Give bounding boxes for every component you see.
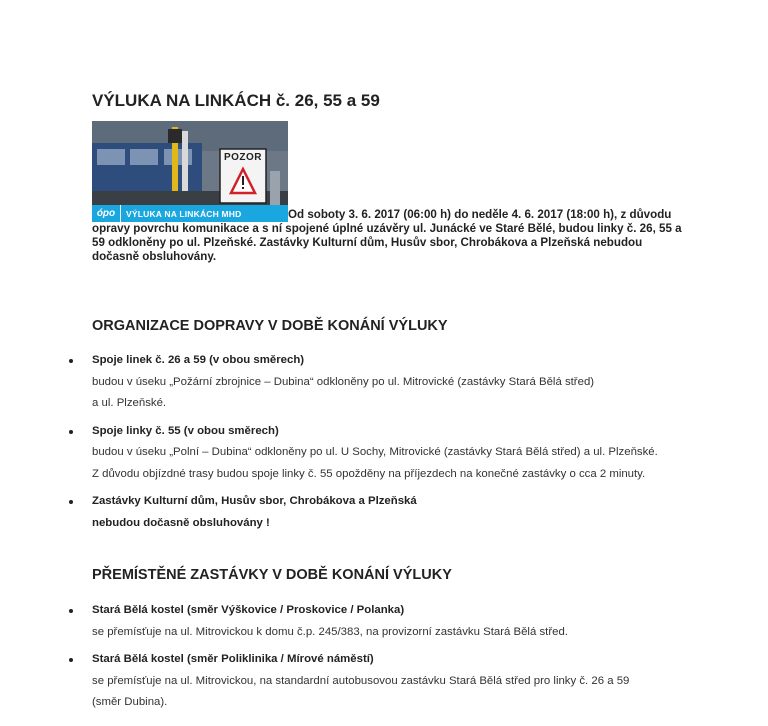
item-heading: Spoje linky č. 55 (v obou směrech) xyxy=(92,424,279,437)
page-title: VÝLUKA NA LINKÁCH č. 26, 55 a 59 xyxy=(92,91,380,110)
dpo-logo: ópo xyxy=(92,205,121,222)
item-line: budou v úseku „Požární zbrojnice – Dubina“ odkloněny po ul. Mitrovické (zastávky Stará Bělá střed) xyxy=(92,375,595,388)
bullet-icon xyxy=(69,658,73,662)
list-item xyxy=(92,649,692,714)
bullet-icon xyxy=(69,430,73,434)
intro-paragraph xyxy=(92,208,682,264)
item-line: se přemísťuje na ul. Mitrovickou k domu č.p. 245/383, na provizorní zastávku Stará Bělá střed. xyxy=(92,625,568,638)
list-item xyxy=(92,600,692,643)
list-item xyxy=(92,491,692,534)
item-line: budou v úseku „Polní – Dubina“ odkloněny po ul. U Sochy, Mitrovické (zastávky Stará Bělá střed) a ul. Plzeňské. xyxy=(92,446,658,458)
item-heading: Spoje linek č. 26 a 59 (v obou směrech) xyxy=(92,354,305,366)
item-line: Z důvodu objízdné trasy budou spoje linky č. 55 opožděny na příjezdech na konečné zastávky o cca 2 minuty. xyxy=(92,467,646,480)
section-heading-premistene: PŘEMÍSTĚNÉ ZASTÁVKY V DOBĚ KONÁNÍ VÝLUKY xyxy=(92,567,452,583)
item-line: a ul. Plzeňské. xyxy=(92,397,167,409)
premistene-list xyxy=(92,600,692,714)
item-heading: Stará Bělá kostel (směr Poliklinika / Mírové náměstí) xyxy=(92,653,374,665)
bullet-icon xyxy=(69,500,73,504)
banner-photo xyxy=(92,121,288,205)
list-item xyxy=(92,350,692,415)
banner-image xyxy=(92,121,288,222)
item-line: (směr Dubina). xyxy=(92,696,168,708)
bullet-icon xyxy=(69,609,73,613)
list-item xyxy=(92,421,692,486)
item-heading: Stará Bělá kostel (směr Výškovice / Proskovice / Polanka) xyxy=(92,604,405,616)
item-line: se přemísťuje na ul. Mitrovickou, na standardní autobusovou zastávku Stará Bělá střed pro linky č. 26 a 59 xyxy=(92,674,630,687)
item-line: nebudou dočasně obsluhovány ! xyxy=(92,516,270,529)
banner-sign-text: POZOR xyxy=(223,152,263,163)
banner-label: VÝLUKA NA LINKÁCH MHD xyxy=(126,208,242,219)
organizace-list xyxy=(92,350,692,534)
intro-text: Od soboty 3. 6. 2017 (06:00 h) do neděle 4. 6. 2017 (18:00 h), z důvodu opravy povrchu komunikace a s ní spojené úplné uzávěry ul. Junácké ve Staré Bělé, budou linky č. 26, 55 a 59 odkloněny po ul. Plzeňské. Zastávky Kulturní dům, Husův sbor, Chrobákova a Plzeňská nebudou dočasně obsluhovány. xyxy=(92,208,682,263)
section-heading-organizace: ORGANIZACE DOPRAVY V DOBĚ KONÁNÍ VÝLUKY xyxy=(92,318,448,334)
item-heading: Zastávky Kulturní dům, Husův sbor, Chrobákova a Plzeňská xyxy=(92,495,417,507)
bullet-icon xyxy=(69,359,73,363)
